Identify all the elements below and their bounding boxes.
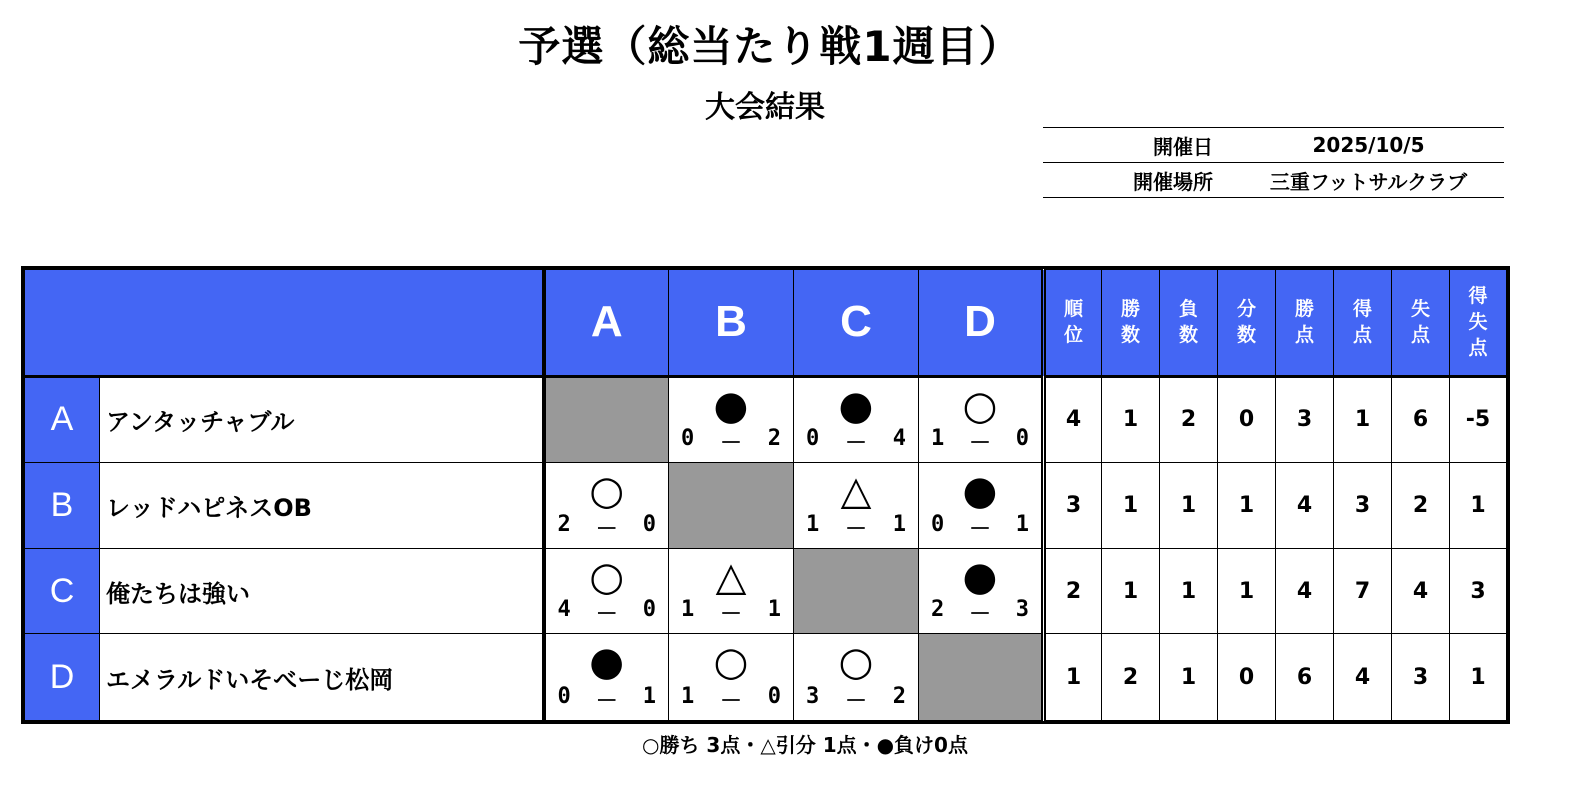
- column-header-a: A: [544, 270, 669, 377]
- stat-value: 4: [1276, 548, 1334, 634]
- score-against: 3: [1015, 597, 1029, 623]
- score-for: 0: [931, 511, 945, 537]
- score-for: 1: [681, 684, 695, 709]
- stat-value: 6: [1276, 634, 1334, 721]
- team-row: [25, 548, 1507, 634]
- stat-value: 1: [1450, 634, 1507, 721]
- grid-header-row: [25, 270, 1507, 377]
- score-dash: －: [719, 689, 742, 714]
- score-dash: －: [968, 431, 991, 457]
- stat-value: 1: [1218, 548, 1276, 634]
- stat-value: 1: [1450, 463, 1507, 549]
- stat-value: 6: [1392, 376, 1450, 463]
- score: [806, 684, 906, 715]
- self-match-cell: [919, 634, 1044, 721]
- score-for: 0: [681, 426, 695, 452]
- event-venue-row: [1043, 163, 1504, 198]
- result-symbol: △: [715, 553, 747, 600]
- stat-value: 2: [1102, 634, 1160, 721]
- score: [681, 426, 781, 457]
- score-against: 2: [892, 684, 906, 709]
- stat-value: 3: [1334, 463, 1392, 549]
- result-symbol: ●: [962, 553, 998, 600]
- result-symbol: ○: [962, 382, 998, 429]
- self-match-cell: [544, 376, 669, 463]
- result-symbol: ○: [589, 553, 625, 600]
- score-dash: －: [844, 689, 867, 714]
- score-for: 0: [557, 684, 571, 709]
- event-venue-label: 開催場所: [1043, 163, 1233, 198]
- result-symbol: ○: [713, 639, 749, 686]
- stat-value: 4: [1044, 376, 1102, 463]
- event-date-label: 開催日: [1043, 128, 1233, 163]
- score-dash: －: [595, 689, 618, 714]
- stat-header: 負 数: [1160, 270, 1218, 377]
- team-name: アンタッチャブル: [100, 376, 544, 463]
- score-for: 4: [557, 597, 571, 623]
- stat-value: 1: [1102, 548, 1160, 634]
- stat-value: 2: [1044, 548, 1102, 634]
- score-for: 1: [806, 511, 820, 537]
- score-against: 1: [642, 684, 656, 709]
- self-match-cell: [669, 463, 794, 549]
- event-date-value: 2025/10/5: [1233, 128, 1504, 163]
- stat-value: 2: [1392, 463, 1450, 549]
- stat-value: 3: [1044, 463, 1102, 549]
- stat-value: 1: [1218, 463, 1276, 549]
- score: [558, 512, 657, 543]
- score-dash: －: [719, 431, 742, 457]
- stat-value: 0: [1218, 376, 1276, 463]
- row-letter: D: [25, 634, 100, 721]
- stat-value: -5: [1450, 376, 1507, 463]
- score-against: 0: [642, 511, 656, 537]
- match-result-cell: [919, 463, 1044, 549]
- match-result-cell: [794, 376, 919, 463]
- score: [931, 597, 1029, 628]
- score: [806, 512, 906, 543]
- team-name: エメラルドいそべーじ松岡: [100, 634, 544, 721]
- score-for: 1: [931, 426, 945, 452]
- match-result-cell: [794, 634, 919, 721]
- result-symbol: ●: [838, 382, 874, 429]
- score-against: 2: [767, 426, 781, 452]
- score-for: 1: [681, 597, 695, 623]
- match-result-cell: [544, 548, 669, 634]
- event-date-row: [1043, 128, 1504, 163]
- stat-value: 1: [1160, 463, 1218, 549]
- score-dash: －: [719, 602, 742, 628]
- stat-value: 1: [1102, 376, 1160, 463]
- self-match-cell: [794, 548, 919, 634]
- score-for: 2: [931, 597, 945, 623]
- result-symbol: ●: [962, 468, 998, 515]
- stat-value: 4: [1392, 548, 1450, 634]
- score: [558, 684, 657, 715]
- score-for: 3: [806, 684, 820, 709]
- result-symbol: △: [840, 468, 872, 515]
- page-subtitle: 大会結果: [705, 90, 825, 125]
- stat-header: 勝 点: [1276, 270, 1334, 377]
- score-dash: －: [844, 431, 867, 457]
- row-letter: B: [25, 463, 100, 549]
- legend: ○勝ち 3点・△引分 1点・●負け0点: [642, 733, 968, 757]
- stat-header: 失 点: [1392, 270, 1450, 377]
- result-symbol: ○: [589, 468, 625, 515]
- score-for: 2: [557, 511, 571, 537]
- stat-value: 7: [1334, 548, 1392, 634]
- match-result-cell: [794, 463, 919, 549]
- grid-header-corner: [25, 270, 544, 377]
- page-title: 予選（総当たり戦1週目）: [518, 22, 1022, 71]
- stat-value: 1: [1160, 634, 1218, 721]
- results-grid: [24, 269, 1507, 721]
- match-result-cell: [919, 548, 1044, 634]
- stat-value: 3: [1276, 376, 1334, 463]
- score-dash: －: [595, 516, 618, 542]
- match-result-cell: [669, 634, 794, 721]
- score-against: 0: [642, 597, 656, 623]
- score-against: 0: [1015, 426, 1029, 452]
- result-symbol: ○: [838, 639, 874, 686]
- stat-header: 得 失 点: [1450, 270, 1507, 377]
- column-header-b: B: [669, 270, 794, 377]
- match-result-cell: [669, 548, 794, 634]
- stat-header: 勝 数: [1102, 270, 1160, 377]
- match-result-cell: [919, 376, 1044, 463]
- score: [806, 426, 906, 457]
- score-against: 0: [767, 684, 781, 709]
- result-symbol: ●: [713, 382, 749, 429]
- stat-header: 分 数: [1218, 270, 1276, 377]
- score-against: 4: [892, 426, 906, 452]
- score-against: 1: [767, 597, 781, 623]
- score: [558, 597, 657, 628]
- stat-value: 4: [1276, 463, 1334, 549]
- stat-header: 順 位: [1044, 270, 1102, 377]
- score-against: 1: [892, 511, 906, 537]
- stat-value: 1: [1160, 548, 1218, 634]
- stat-header: 得 点: [1334, 270, 1392, 377]
- team-row: [25, 463, 1507, 549]
- row-letter: C: [25, 548, 100, 634]
- score-for: 0: [806, 426, 820, 452]
- row-letter: A: [25, 376, 100, 463]
- match-result-cell: [544, 634, 669, 721]
- stat-value: 1: [1102, 463, 1160, 549]
- event-venue-value: 三重フットサルクラブ: [1233, 163, 1504, 198]
- score-dash: －: [968, 602, 991, 628]
- result-symbol: ●: [589, 639, 625, 686]
- event-info-table: [1043, 127, 1504, 198]
- stat-value: 4: [1334, 634, 1392, 721]
- score-dash: －: [844, 516, 867, 542]
- stat-value: 3: [1450, 548, 1507, 634]
- score: [931, 426, 1029, 457]
- score-against: 1: [1015, 511, 1029, 537]
- team-row: [25, 634, 1507, 721]
- stat-value: 2: [1160, 376, 1218, 463]
- score: [681, 684, 781, 715]
- score-dash: －: [968, 516, 991, 542]
- stat-value: 1: [1044, 634, 1102, 721]
- stat-value: 1: [1334, 376, 1392, 463]
- team-row: [25, 376, 1507, 463]
- score: [681, 597, 781, 628]
- stat-value: 0: [1218, 634, 1276, 721]
- column-header-c: C: [794, 270, 919, 377]
- team-name: レッドハピネスOB: [100, 463, 544, 549]
- match-result-cell: [669, 376, 794, 463]
- score-dash: －: [595, 602, 618, 628]
- stat-value: 3: [1392, 634, 1450, 721]
- column-header-d: D: [919, 270, 1044, 377]
- team-name: 俺たちは強い: [100, 548, 544, 634]
- score: [931, 512, 1029, 543]
- match-result-cell: [544, 463, 669, 549]
